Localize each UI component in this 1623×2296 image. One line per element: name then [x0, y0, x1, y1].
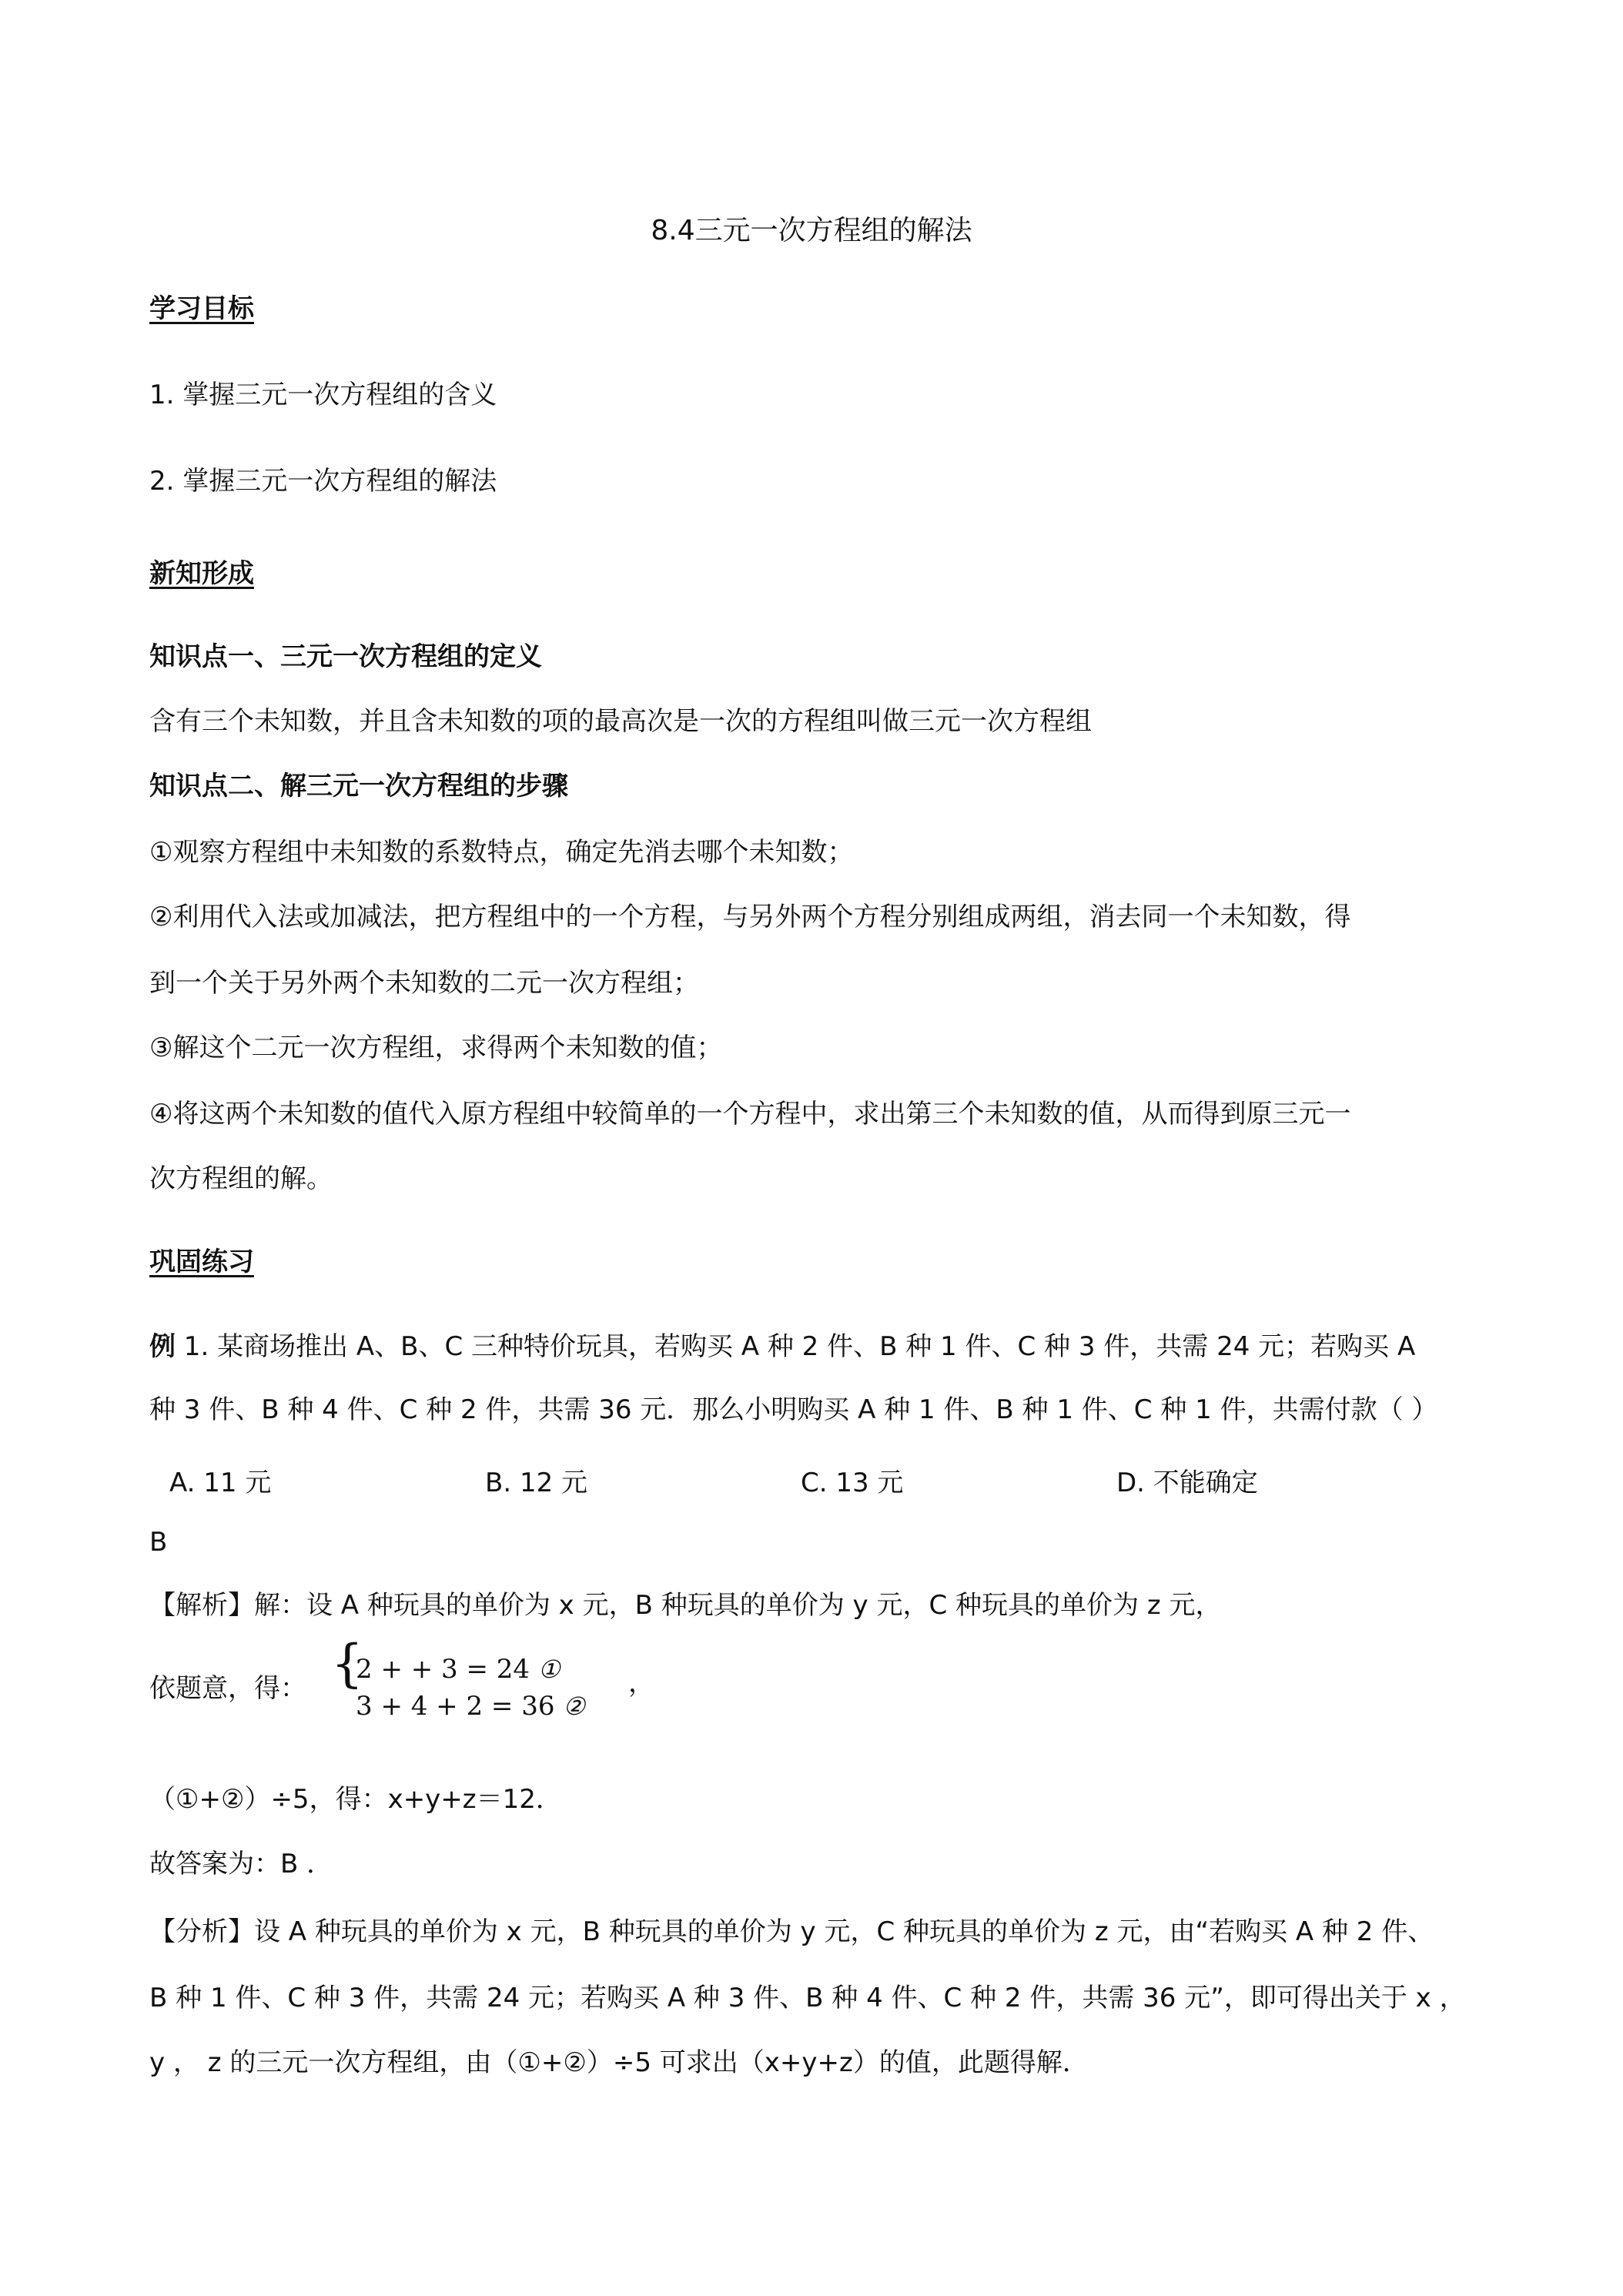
equation-2-text: 3 + 4 + 2 = 36: [356, 1691, 555, 1722]
yiti-label: 依题意，得：: [149, 1673, 306, 1704]
knowledge-point-2-title: 知识点二、解三元一次方程组的步骤: [149, 771, 568, 802]
equation-1-mark: ①: [537, 1655, 561, 1684]
goal-item-1: 1. 掌握三元一次方程组的含义: [149, 380, 497, 410]
example-question-line-2: 种 3 件、B 种 4 件、C 种 2 件，共需 36 元．那么小明购买 A 种 1 件、B 种 1 件、C 种 1 件，共需付款（ ）: [149, 1394, 1438, 1425]
example-question-line-1: [149, 1331, 1416, 1362]
step-2-line-2: 到一个关于另外两个未知数的二元一次方程组；: [149, 968, 699, 999]
step-2-line-1: ②利用代入法或加减法，把方程组中的一个方程，与另外两个方程分别组成两组，消去同一个未知数，得: [149, 902, 1351, 932]
equation-2: [356, 1691, 585, 1722]
option-d: D. 不能确定: [1116, 1468, 1258, 1498]
heading-new-knowledge: 新知形成: [149, 558, 254, 589]
analysis-line: 【解析】解：设 A 种玩具的单价为 x 元，B 种玩具的单价为 y 元，C 种玩具的单价为 z 元，: [149, 1590, 1222, 1621]
derivation-line: （①+②）÷5，得：x+y+z＝12．: [149, 1784, 562, 1815]
goal-item-2: 2. 掌握三元一次方程组的解法: [149, 466, 497, 497]
analysis-summary-line-2: B 种 1 件、C 种 3 件，共需 24 元；若购买 A 种 3 件、B 种 4 件、C 种 2 件，共需 36 元”，即可得出关于 x ，: [149, 1983, 1466, 2013]
analysis-summary-line-1: 【分析】设 A 种玩具的单价为 x 元，B 种玩具的单价为 y 元，C 种玩具的单价为 z 元，由“若购买 A 种 2 件、: [149, 1916, 1434, 1947]
equation-comma: ，: [628, 1668, 654, 1699]
analysis-summary-line-3: y ， z 的三元一次方程组，由（①+②）÷5 可求出（x+y+z）的值，此题得解．: [149, 2047, 1089, 2078]
example-label: 例: [149, 1331, 176, 1362]
option-b: B. 12 元: [485, 1468, 588, 1498]
option-c: C. 13 元: [801, 1468, 904, 1498]
step-4-line-1: ④将这两个未知数的值代入原方程组中较简单的一个方程中，求出第三个未知数的值，从而得到原三元一: [149, 1099, 1351, 1130]
page-title: 8.4三元一次方程组的解法: [651, 215, 972, 246]
answer-line: 故答案为：B ．: [149, 1849, 333, 1879]
equation-2-mark: ②: [563, 1692, 585, 1721]
heading-practice: 巩固练习: [149, 1247, 254, 1277]
knowledge-point-1-text: 含有三个未知数，并且含未知数的项的最高次是一次的方程组叫做三元一次方程组: [149, 706, 1092, 737]
option-a: A. 11 元: [169, 1468, 272, 1498]
equation-1: [356, 1654, 561, 1685]
question-text-1: 1. 某商场推出 A、B、C 三种特价玩具，若购买 A 种 2 件、B 种 1 件、C 种 3 件，共需 24 元；若购买 A: [176, 1331, 1416, 1362]
knowledge-point-1-title: 知识点一、三元一次方程组的定义: [149, 641, 542, 672]
answer-letter: B: [149, 1527, 168, 1558]
equation-brace: {: [331, 1634, 363, 1693]
equation-1-text: 2 + + 3 = 24: [356, 1654, 530, 1685]
step-4-line-2: 次方程组的解。: [149, 1163, 333, 1194]
heading-goals: 学习目标: [149, 293, 254, 324]
step-1: ①观察方程组中未知数的系数特点，确定先消去哪个未知数；: [149, 837, 854, 868]
step-3: ③解这个二元一次方程组，求得两个未知数的值；: [149, 1033, 723, 1063]
